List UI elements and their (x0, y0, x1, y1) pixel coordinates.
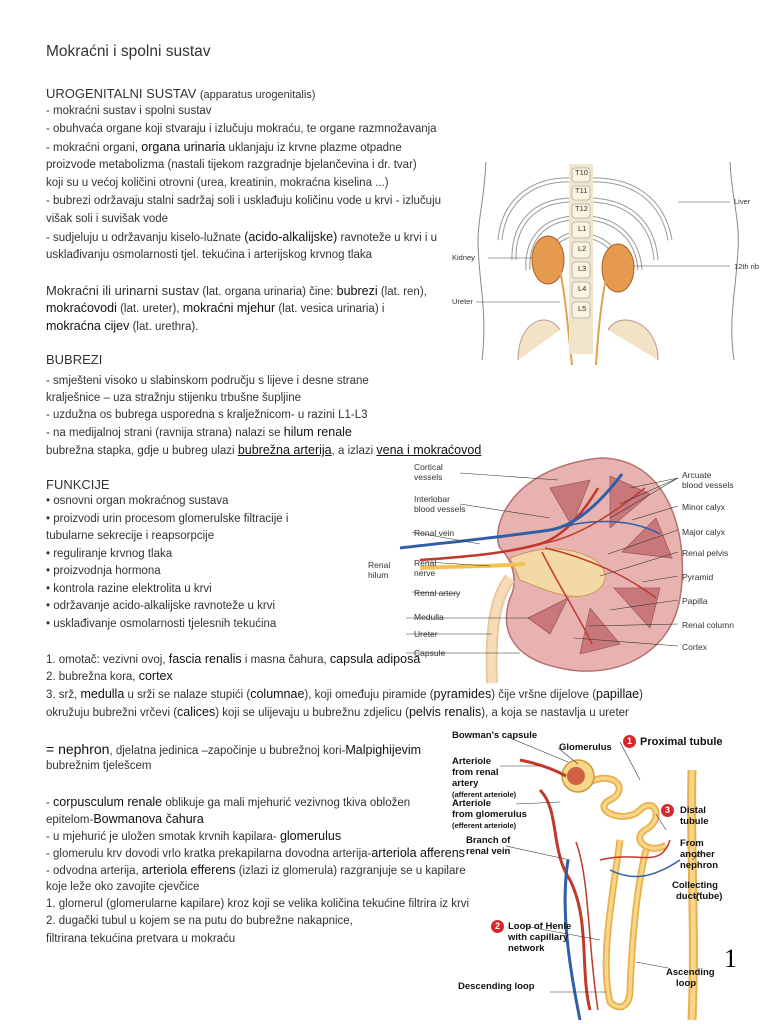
uro-heading-main: UROGENITALNI SUSTAV (46, 86, 197, 101)
s3a: 3. srž, (46, 689, 78, 701)
fig3-descending: Descending loop (458, 981, 535, 992)
fig3-glomerulus: Glomerulus (559, 742, 612, 753)
fig3-asc-a: Ascending (666, 967, 715, 978)
nef-l7a: - odvodna arterija, (46, 865, 139, 877)
fig2-cortical-b: vessels (414, 472, 443, 482)
s3i: ) (639, 689, 643, 701)
mok-b: (lat. organa urinaria) čine: (202, 286, 334, 298)
fig2-arcuate-b: blood vessels (682, 480, 734, 490)
fun-item-5: • kontrola razine elektrolita u krvi (46, 583, 212, 595)
uro-heading-latin: (apparatus urogenitalis) (199, 89, 316, 101)
nef-line-4 (46, 812, 204, 828)
fig2-pyramid: Pyramid (682, 572, 714, 582)
nef-line-9: 1. glomerul (glomerularne kapilare) kroz koji se velika količina tekućine filtrira iz krvi (46, 898, 470, 910)
uro-acido-alkalijske: (acido-alkalijske) (244, 230, 338, 244)
struct-line-3 (46, 687, 643, 703)
page-number: 1 (724, 944, 737, 973)
uro-line-2: - obuhvaća organe koji stvaraju i izlučuju mokraću, te organe razmnožavanja (46, 123, 437, 135)
fig3-eff-b: from glomerulus (452, 809, 527, 820)
fig2-papilla: Papilla (682, 596, 708, 606)
fig1-l5: L5 (578, 304, 587, 313)
medulla: medulla (80, 687, 125, 701)
fig1-l2: L2 (578, 244, 587, 253)
s4a: okružuju bubrežni vrčevi ( (46, 707, 178, 719)
bub-hilum: hilum renale (283, 425, 352, 439)
fig2-minor: Minor calyx (682, 502, 725, 512)
fig3-proximal: Proximal tubule (640, 736, 723, 748)
fun-item-7: • usklađivanje osmolarnosti tjelesnih tekućina (46, 618, 277, 630)
nef-line-7 (46, 863, 466, 879)
s3g: ) čije vršne dijelove ( (491, 689, 597, 701)
fig2-pelvis: Renal pelvis (682, 548, 729, 558)
fig3-from-b: another (680, 849, 715, 860)
arteriola-efferens: arteriola efferens (141, 863, 236, 877)
bub-l5a: bubrežna stapka, gdje u bubreg ulazi (46, 445, 235, 457)
nef-l6a: - glomerulu krv dovodi vrlo kratka prekapilarna dovodna arterija- (46, 848, 372, 860)
uro-l8a: - sudjeluju u održavanju kiselo-lužnate (46, 232, 241, 244)
nef-line-8: koje leže oko zavojite cjevčice (46, 881, 200, 893)
fig2-hilum-a: Renal (368, 560, 391, 570)
nef-line-3 (46, 795, 410, 811)
fig2-nerve-b: nerve (414, 568, 436, 578)
nef-line-1 (46, 742, 421, 759)
arteriola-afferens: arteriola afferens (371, 846, 465, 860)
fig3-branch-a: Branch of (466, 835, 511, 846)
bub-l5c: , a izlazi (331, 445, 374, 457)
fig3-aff-a: Arteriole (452, 756, 492, 767)
uro-line-7: višak soli i suvišak vode (46, 213, 169, 225)
malpighijevim: Malpighijevim (345, 743, 422, 757)
calices: calices (177, 705, 216, 719)
struct-line-2 (46, 669, 173, 685)
nef-l7c: (izlazi iz glomerula) razgranjuje se u kapilare (238, 865, 466, 877)
fun-item-2b: tubularne sekrecije i reapsorpcije (46, 530, 215, 542)
cortex: cortex (138, 669, 173, 683)
nef-line-5 (46, 829, 341, 845)
fig3-asc-b: loop (676, 978, 697, 989)
page-title: Mokraćni i spolni sustav (46, 43, 211, 60)
bub-vena: vena i mokraćovod (376, 443, 482, 457)
nef-l3a: - (46, 797, 50, 809)
uro-l3c: uklanjaju iz krvne plazme otpadne (228, 142, 402, 154)
bowmanova-cahura: Bowmanova čahura (93, 812, 204, 826)
fascia-renalis: fascia renalis (168, 652, 242, 666)
uro-line-9: usklađivanju osmolarnosti tjel. tekućina i arterijskog krvnog tlaka (46, 249, 372, 261)
bub-line-2: kralješnice – uza stražnju stijenku trbušne šupljine (46, 392, 302, 404)
uro-l3a: - mokraćni organi, (46, 142, 139, 154)
mok-heading: Mokraćni ili urinarni sustav (46, 283, 200, 298)
fig3-badge-1: 1 (623, 735, 636, 748)
mok-line-1 (46, 283, 427, 300)
nef-line-11: filtrirana tekućina pretvara u mokraću (46, 933, 236, 945)
fig3-aff-d: (afferent arteriole) (452, 790, 517, 799)
fig3-badge-3: 3 (661, 804, 674, 817)
fig2-cortical-a: Cortical (414, 462, 443, 472)
fun-item-6: • održavanje acido-alkalijske ravnoteže u krvi (46, 600, 276, 612)
fig1-t12: T12 (575, 204, 588, 213)
uro-heading (46, 86, 315, 103)
s1c: i masna čahura, (244, 654, 327, 666)
capsula-adiposa: capsula adiposa (329, 652, 421, 666)
fig3-from-a: From (680, 838, 704, 849)
fig3-eff-c: (efferent arteriole) (452, 821, 517, 830)
papillae: papillae (596, 687, 640, 701)
fig3-branch-b: renal vein (466, 846, 511, 857)
fun-item-3: • reguliranje krvnog tlaka (46, 548, 173, 560)
uro-line-5: koji su u većoj količini otrovni (urea, kreatinin, mokraćna kiselina ...) (46, 177, 389, 189)
pyramides: pyramides (433, 687, 492, 701)
s2a: 2. bubrežna kora, (46, 671, 136, 683)
s4c: ) koji se ulijevaju u bubrežnu zdjelicu ( (215, 707, 409, 719)
fig3-coll-b: duct(tube) (676, 891, 723, 902)
s1a: 1. omotač: vezivni ovoj, (46, 654, 166, 666)
fig2-nerve-a: Renal (414, 558, 437, 568)
fig2-medulla: Medulla (414, 612, 444, 622)
pelvis-renalis: pelvis renalis (408, 705, 482, 719)
bub-line-3: - uzdužna os bubrega usporedna s kralježnicom- u razini L1-L3 (46, 409, 368, 421)
uro-organa-urinaria: organa urinaria (141, 140, 226, 154)
fun-item-1: • osnovni organ mokraćnog sustava (46, 495, 229, 507)
uro-line-6: - bubrezi održavaju stalni sadržaj soli i usklađuju količinu vode u krvi - izlučuju (46, 195, 442, 207)
figure-abdomen-kidneys (448, 160, 768, 370)
fig2-ureter: Ureter (414, 629, 438, 639)
nef-l4a: epitelom- (46, 814, 94, 826)
fig1-l4: L4 (578, 284, 587, 293)
bub-arterija: bubrežna arterija (237, 443, 332, 457)
fig3-coll-a: Collecting (672, 880, 718, 891)
fig3-bowman: Bowman's capsule (452, 730, 538, 741)
fig2-artery: Renal artery (414, 588, 461, 598)
fig1-t11: T11 (575, 186, 588, 195)
fig3-loop-b: with capillary (508, 932, 569, 943)
fig2-hilum-b: hilum (368, 570, 389, 580)
fig3-distal-b: tubule (680, 816, 709, 827)
fig3-from-c: nephron (680, 860, 718, 871)
fig3-badge-2: 2 (491, 920, 504, 933)
fig3-aff-c: artery (452, 778, 479, 789)
nef-line-10: 2. dugački tubul u kojem se na putu do bubrežne nakapnice, (46, 915, 353, 927)
fig3-loop-c: network (508, 943, 545, 954)
nef-l3c: oblikuje ga mali mjehurić vezivnog tkiva obložen (165, 797, 411, 809)
fig2-vein: Renal vein (414, 528, 455, 538)
mok-cijev: mokraćna cijev (46, 319, 130, 333)
uro-line-4: proizvode metabolizma (nastali tijekom razgradnje bjelančevina i dr. tvar) (46, 159, 417, 171)
fig1-t10: T10 (575, 168, 588, 177)
nef-line-6 (46, 846, 465, 862)
fig2-interlobar-b: blood vessels (414, 504, 466, 514)
mok-line-3 (46, 319, 198, 335)
corpusculum-renale: corpusculum renale (53, 795, 163, 809)
fig2-cortex: Cortex (682, 642, 708, 652)
fig1-l1: L1 (578, 224, 587, 233)
uro-l8c: ravnoteže u krvi i u (340, 232, 437, 244)
s3c: u srži se nalaze stupići ( (127, 689, 251, 701)
uro-line-1: - mokraćni sustav i spolni sustav (46, 105, 212, 117)
nephron-term: = nephron (46, 741, 110, 757)
fig1-rib: 12th rib (734, 262, 760, 271)
mok-mjehur: mokraćni mjehur (182, 301, 276, 315)
mok-bubrezi: bubrezi (336, 284, 378, 298)
fun-item-2: • proizvodi urin procesom glomerulske filtracije i (46, 513, 289, 525)
bub-l4a: - na medijalnoj strani (ravnija strana) nalazi se (46, 427, 281, 439)
fig2-arcuate-a: Arcuate (682, 470, 712, 480)
fun-item-4: • proizvodnja hormona (46, 565, 161, 577)
s4e: ), a koja se nastavlja u ureter (481, 707, 629, 719)
uro-line-8 (46, 230, 437, 246)
fig2-major: Major calyx (682, 527, 725, 537)
fig1-l3: L3 (578, 264, 587, 273)
fun-heading: FUNKCIJE (46, 477, 110, 492)
fig2-capsule: Capsule (414, 648, 446, 658)
mok-mokracovodi: mokraćovodi (46, 301, 117, 315)
mok-f: (lat. ureter), (120, 303, 180, 315)
columnae: columnae (250, 687, 305, 701)
fig2-column: Renal column (682, 620, 734, 630)
mok-d: (lat. ren), (380, 286, 427, 298)
mok-line-2 (46, 301, 384, 317)
fig3-eff-a: Arteriole (452, 798, 492, 809)
struct-line-4 (46, 705, 629, 721)
bub-heading: BUBREZI (46, 352, 103, 367)
s3e: ), koji omeđuju piramide ( (304, 689, 434, 701)
bub-line-4 (46, 425, 352, 441)
fig2-interlobar-a: Interlobar (414, 494, 450, 504)
fig3-distal-a: Distal (680, 805, 706, 816)
nef-l5a: - u mjehurić je uložen smotak krvnih kapilara- (46, 831, 277, 843)
mok-h: (lat. vesica urinaria) i (278, 303, 385, 315)
nef-l1b: , djelatna jedinica –započinje u bubrežnoj kori- (109, 745, 346, 757)
fig1-liver: Liver (734, 197, 751, 206)
fig3-loop-a: Loop of Henle (508, 921, 572, 932)
glomerulus-term: glomerulus (279, 829, 342, 843)
fig1-kidney: Kidney (452, 253, 475, 262)
mok-j: (lat. urethra). (132, 321, 199, 333)
nef-line-2: bubrežnim tjelešcem (46, 760, 152, 772)
uro-line-3 (46, 140, 402, 156)
fig3-aff-b: from renal (452, 767, 499, 778)
fig1-ureter: Ureter (452, 297, 473, 306)
bub-line-1: - smješteni visoko u slabinskom području s lijeve i desne strane (46, 375, 369, 387)
